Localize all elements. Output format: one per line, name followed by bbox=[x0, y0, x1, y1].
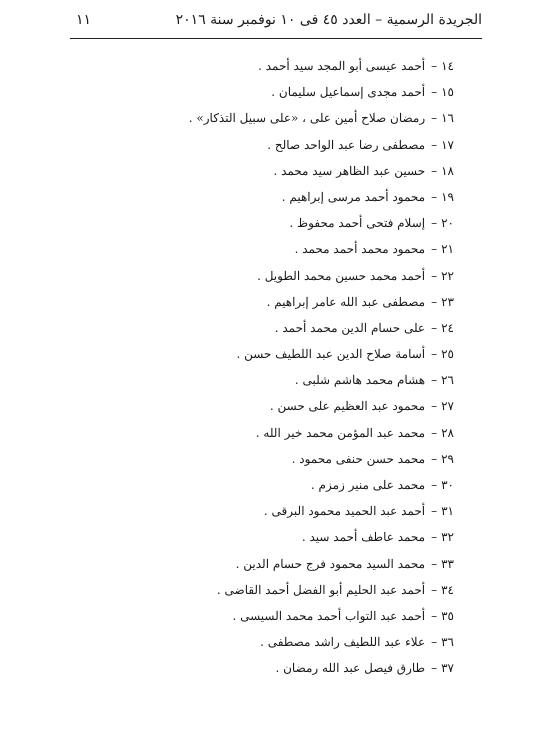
page-number: ١١ bbox=[76, 12, 92, 28]
item-number: ١٦ bbox=[441, 111, 454, 126]
item-number: ٣٧ bbox=[441, 661, 454, 676]
item-separator: – bbox=[431, 373, 438, 388]
item-separator: – bbox=[431, 582, 438, 597]
item-separator: – bbox=[431, 189, 438, 204]
item-name: أحمد عبد الحميد محمود البرقى . bbox=[263, 504, 426, 519]
list-item bbox=[154, 367, 454, 393]
item-number: ٢٤ bbox=[441, 320, 454, 335]
item-separator: – bbox=[431, 478, 438, 492]
item-separator: – bbox=[431, 556, 438, 571]
list-item bbox=[154, 551, 454, 577]
item-separator: – bbox=[431, 399, 438, 414]
list-item bbox=[154, 53, 454, 79]
item-number: ١٩ bbox=[441, 189, 454, 204]
item-number: ٣٤ bbox=[441, 582, 454, 597]
list-item bbox=[154, 393, 454, 419]
item-name: مصطفى رضا عبد الواحد صالح . bbox=[267, 137, 426, 152]
item-number: ٣٠ bbox=[441, 478, 454, 492]
list-item bbox=[154, 603, 454, 629]
item-number: ١٤ bbox=[441, 59, 454, 73]
page-header bbox=[70, 8, 482, 39]
item-number: ٢٩ bbox=[441, 451, 454, 466]
item-name: محمد عاطف أحمد سيد . bbox=[301, 530, 426, 545]
item-name: أسامة صلاح الدين عبد اللطيف حسن . bbox=[236, 347, 426, 362]
item-name: رمضان صلاح أمين على ، «على سبيل التذكار» . bbox=[188, 111, 426, 126]
item-number: ١٥ bbox=[441, 85, 454, 100]
item-separator: – bbox=[431, 320, 438, 335]
gazette-title: الجريدة الرسمية – العدد ٤٥ فى ١٠ نوفمبر سنة ٢٠١٦ bbox=[175, 12, 482, 28]
item-name: طارق فيصل عبد الله رمضان . bbox=[275, 661, 426, 676]
item-name: محمود أحمد مرسى إبراهيم . bbox=[281, 189, 426, 204]
item-name: محمد السيد محمود فرج حسام الدين . bbox=[235, 556, 426, 571]
item-number: ٢٧ bbox=[441, 399, 454, 414]
item-name: على حسام الدين محمد أحمد . bbox=[274, 320, 426, 335]
item-name: علاء عبد اللطيف راشد مصطفى . bbox=[260, 635, 426, 650]
list-item bbox=[154, 158, 454, 184]
item-separator: – bbox=[431, 425, 438, 440]
item-name: محمد عبد المؤمن محمد خير الله . bbox=[255, 425, 426, 440]
item-number: ٣١ bbox=[441, 504, 454, 519]
list-item bbox=[154, 524, 454, 550]
list-item bbox=[154, 577, 454, 603]
item-separator: – bbox=[431, 635, 438, 650]
item-separator: – bbox=[431, 111, 438, 126]
list-item bbox=[154, 105, 454, 131]
item-name: محمد على منير زمزم . bbox=[310, 478, 426, 492]
item-number: ٢٥ bbox=[441, 347, 454, 362]
item-separator: – bbox=[431, 268, 438, 283]
item-number: ٣٢ bbox=[441, 530, 454, 545]
item-number: ٣٣ bbox=[441, 556, 454, 571]
item-separator: – bbox=[431, 451, 438, 466]
item-name: إسلام فتحى أحمد محفوظ . bbox=[289, 216, 426, 231]
item-separator: – bbox=[431, 163, 438, 178]
item-name: هشام محمد هاشم شلبى . bbox=[294, 373, 426, 388]
item-name: محمود عبد العظيم على حسن . bbox=[269, 399, 426, 414]
item-number: ٢٦ bbox=[441, 373, 454, 388]
item-number: ٢٠ bbox=[441, 216, 454, 231]
item-separator: – bbox=[431, 59, 438, 73]
item-separator: – bbox=[431, 608, 438, 623]
item-name: أحمد عيسى أبو المجد سيد أحمد . bbox=[258, 59, 426, 73]
item-number: ٣٦ bbox=[441, 635, 454, 650]
list-item bbox=[154, 341, 454, 367]
list-item bbox=[154, 498, 454, 524]
item-number: ٢٣ bbox=[441, 294, 454, 309]
item-separator: – bbox=[431, 661, 438, 676]
item-number: ١٨ bbox=[441, 163, 454, 178]
list-item bbox=[154, 289, 454, 315]
item-name: محمد حسن حنفى محمود . bbox=[291, 451, 426, 466]
item-name: أحمد عبد الحليم أبو الفضل أحمد القاضى . bbox=[216, 582, 426, 597]
list-item bbox=[154, 420, 454, 446]
item-separator: – bbox=[431, 504, 438, 519]
item-number: ٢٢ bbox=[441, 268, 454, 283]
list-item bbox=[154, 184, 454, 210]
list-item bbox=[154, 132, 454, 158]
item-name: أحمد عبد التواب أحمد محمد السيسى . bbox=[232, 608, 426, 623]
list-item bbox=[154, 210, 454, 236]
names-list bbox=[154, 53, 454, 682]
list-item bbox=[154, 315, 454, 341]
item-separator: – bbox=[431, 530, 438, 545]
list-item bbox=[154, 446, 454, 472]
item-name: أحمد مجدى إسماعيل سليمان . bbox=[271, 85, 426, 100]
item-name: محمود محمد أحمد محمد . bbox=[294, 242, 426, 257]
item-name: أحمد محمد حسين محمد الطويل . bbox=[257, 268, 426, 283]
item-separator: – bbox=[431, 85, 438, 100]
item-number: ١٧ bbox=[441, 137, 454, 152]
item-separator: – bbox=[431, 242, 438, 257]
list-item bbox=[154, 655, 454, 681]
item-number: ٢١ bbox=[441, 242, 454, 257]
item-name: مصطفى عبد الله عامر إبراهيم . bbox=[266, 294, 426, 309]
list-item bbox=[154, 629, 454, 655]
item-number: ٢٨ bbox=[441, 425, 454, 440]
list-item bbox=[154, 472, 454, 498]
item-separator: – bbox=[431, 216, 438, 231]
list-item bbox=[154, 236, 454, 262]
list-item bbox=[154, 79, 454, 105]
item-separator: – bbox=[431, 137, 438, 152]
list-item bbox=[154, 263, 454, 289]
item-name: حسين عبد الظاهر سيد محمد . bbox=[273, 163, 426, 178]
item-number: ٣٥ bbox=[441, 608, 454, 623]
item-separator: – bbox=[431, 294, 438, 309]
item-separator: – bbox=[431, 347, 438, 362]
